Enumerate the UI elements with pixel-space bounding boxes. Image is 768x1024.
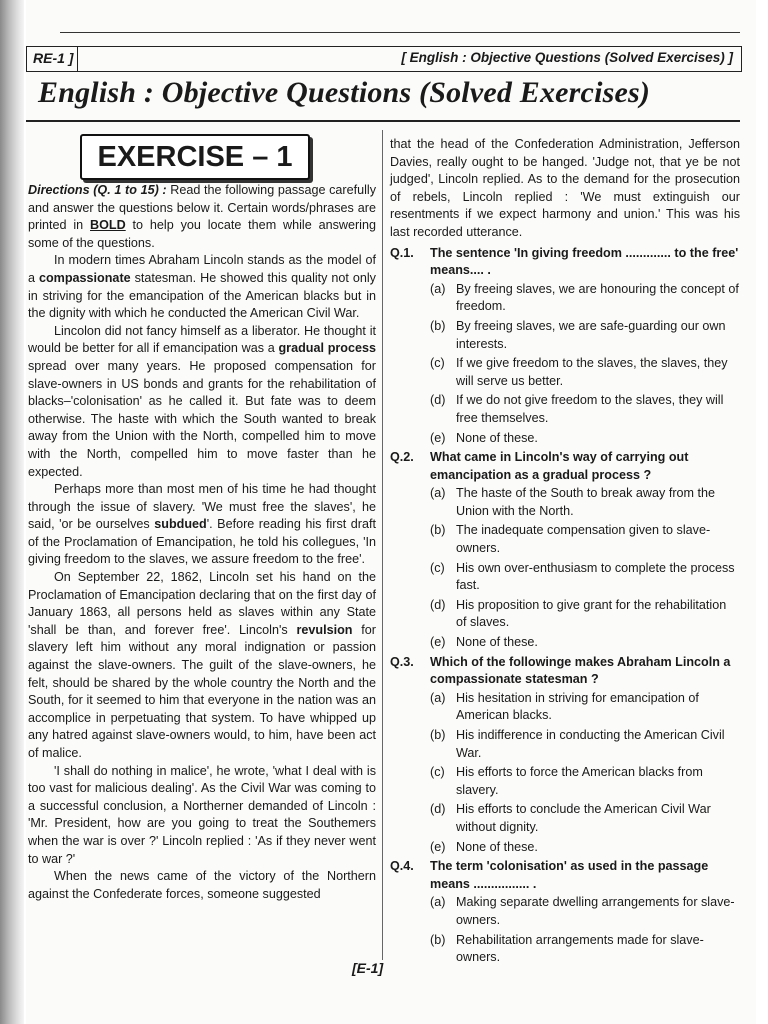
passage-paragraph-1 <box>28 252 376 322</box>
option-text: Making separate dwelling arrangements for slave-owners. <box>456 895 735 927</box>
title-rule <box>26 120 740 122</box>
option-text: His hesitation in striving for emancipation of American blacks. <box>456 690 699 723</box>
text-run: Lincolon did not fancy himself as a liberator. He thought it would be better for all if emancipation was a <box>28 323 376 356</box>
passage-paragraph-2 <box>28 323 376 481</box>
option-label: (b) <box>430 523 446 538</box>
answer-option <box>390 801 740 836</box>
text-run: In modern times Abraham Lincoln stands as the model of a <box>28 253 376 285</box>
question-number: Q.1. <box>390 245 414 260</box>
option-label: (a) <box>430 486 446 501</box>
option-label: (b) <box>430 728 446 742</box>
question-stem <box>390 245 740 280</box>
text-run: statesman. He showed this quality not only in striving for the emancipation of the American blacks but in the dignity with which he conducted the American Civil War. <box>28 270 376 321</box>
option-text: His efforts to force the American blacks from slavery. <box>456 765 703 797</box>
book-spine-shadow <box>0 0 24 1024</box>
running-header <box>26 46 742 72</box>
question-text: Which of the followinge makes Abraham Lincoln a compassionate statesman ? <box>430 654 731 687</box>
answer-option <box>390 727 740 762</box>
header-divider <box>77 47 78 71</box>
bold-word: gradual process <box>278 341 376 356</box>
passage-paragraph-6: When the news came of the victory of the Northern against the Confederate forces, someone suggested <box>28 869 376 901</box>
text-run: '. Before reading his first draft of the Proclamation of Emancipation, he told his collegues, 'In giving freedom to the slaves, we assure freedom to the free'. <box>28 517 376 567</box>
question-stem <box>390 654 740 689</box>
answer-option <box>390 318 740 353</box>
passage-paragraph-3 <box>28 481 376 569</box>
option-label: (e) <box>430 430 446 445</box>
passage-paragraph-4 <box>28 569 376 763</box>
column-divider <box>382 130 383 960</box>
option-label: (d) <box>430 597 446 612</box>
option-label: (c) <box>430 765 445 780</box>
option-label: (d) <box>430 393 446 408</box>
option-text: By freeing slaves, we are honouring the concept of freedom. <box>456 281 739 314</box>
question-list <box>390 245 740 967</box>
page-code: RE-1 ] <box>33 50 74 66</box>
option-text: His proposition to give grant for the rehabilitation of slaves. <box>456 597 727 630</box>
answer-option <box>390 932 740 967</box>
running-header-title: [ English : Objective Questions (Solved Exercises) ] <box>401 50 733 65</box>
option-text: The haste of the South to break away from the Union with the North. <box>456 486 716 518</box>
answer-option <box>390 690 740 725</box>
option-text: His efforts to conclude the American Civil War without dignity. <box>456 802 711 834</box>
option-text: If we give freedom to the slaves, the slaves, they will serve us better. <box>456 356 728 388</box>
option-text: His own over-enthusiasm to complete the process fast. <box>456 560 735 593</box>
question-1 <box>390 245 740 448</box>
question-stem <box>390 449 740 484</box>
answer-option <box>390 485 740 520</box>
directions-label: Directions (Q. 1 to 15) : <box>28 183 167 197</box>
answer-option <box>390 764 740 799</box>
bold-word: subdued <box>154 517 207 532</box>
answer-option <box>390 430 740 448</box>
question-text: The term 'colonisation' as used in the passage means ................ . <box>430 859 709 891</box>
answer-option <box>390 522 740 557</box>
text-run: Perhaps more than most men of his time he had thought through the issue of slavery. 'We must free the slaves', he said, 'or be ourselves <box>28 482 376 532</box>
option-label: (c) <box>430 560 445 575</box>
option-label: (a) <box>430 895 446 910</box>
directions-bold-word: BOLD <box>90 218 126 233</box>
bold-word: revulsion <box>296 622 353 637</box>
option-label: (a) <box>430 690 446 705</box>
answer-option <box>390 392 740 427</box>
option-text: If we do not give freedom to the slaves, they will free themselves. <box>456 393 724 425</box>
option-text: Rehabilitation arrangements made for slave-owners. <box>456 932 704 965</box>
question-number: Q.3. <box>390 654 414 669</box>
right-column <box>390 136 740 969</box>
text-run: spread over many years. He proposed compensation for slave-owners in US bonds and grants for the rehabilitation of blacks–'colonisation' as he called it. But fate was to deem otherwise. The haste with which the South wanted to break away from the Union with the North, compelled him to move with the North, compelled him to move faster than he expected. <box>28 358 376 479</box>
option-label: (b) <box>430 318 446 333</box>
text-run: for slavery left him without any moral indignation or passion against the slave-owners. The guilt of the slave-owners, he felt, should be shared by the whole country the North and the South, for it seemed to him that everyone in the nation was an accomplice in perpetuating that system. To have whipped up any hatred against slave-owners would, to him, have been act of malice. <box>28 622 376 760</box>
page-footer: [E-1] <box>352 960 384 976</box>
exercise-heading: EXERCISE – 1 <box>80 134 310 180</box>
question-3 <box>390 654 740 857</box>
option-label: (c) <box>430 356 445 371</box>
option-text: None of these. <box>456 635 538 650</box>
text-run: On September 22, 1862, Lincoln set his hand on the Proclamation of Emancipation declaring that on the first day of January 1863, all persons held as slaves within any State 'shall be than, and forever free'. Lincoln's <box>28 570 376 637</box>
option-text: His indifference in conducting the American Civil War. <box>456 728 725 760</box>
top-rule <box>60 32 740 33</box>
question-4 <box>390 858 740 967</box>
option-text: None of these. <box>456 430 538 445</box>
question-text: The sentence 'In giving freedom ............. to the free' means.... . <box>430 245 739 278</box>
option-text: The inadequate compensation given to slave-owners. <box>456 523 711 556</box>
directions <box>28 182 376 252</box>
passage-continuation: that the head of the Confederation Administration, Jefferson Davies, really ought to be hanged. 'Judge not, that ye be not judged', Lincoln replied. As to the demand for the prosecution of rebels, Lincoln replied : 'We must extinguish our resentments if we expect harmony and union.' This was his last recorded utterance. <box>390 137 740 239</box>
answer-option <box>390 894 740 929</box>
directions-text-2: to help you locate them while answering some of the questions. <box>28 218 376 250</box>
answer-option <box>390 355 740 390</box>
answer-option <box>390 634 740 652</box>
answer-option <box>390 839 740 857</box>
answer-option <box>390 560 740 595</box>
option-text: By freeing slaves, we are safe-guarding our own interests. <box>456 318 726 351</box>
directions-text-1: Read the following passage carefully and answer the questions below it. Certain words/phrases are printed in <box>28 183 377 233</box>
left-column <box>28 182 376 903</box>
option-label: (e) <box>430 635 446 650</box>
option-label: (a) <box>430 281 446 296</box>
passage-paragraph-5: 'I shall do nothing in malice', he wrote, 'what I deal with is too vast for malicious dealing'. As the Civil War was coming to a successful conclusion, a Northerner demanded of Lincoln : 'Mr. President, how are you going to treat the Southemers when the war is over ?' Lincoln replied : 'As if they never went to war ?' <box>28 763 376 866</box>
question-text: What came in Lincoln's way of carrying out emancipation as a gradual process ? <box>430 450 689 482</box>
question-stem <box>390 858 740 893</box>
question-number: Q.2. <box>390 450 414 465</box>
question-2 <box>390 449 740 652</box>
option-text: None of these. <box>456 839 538 854</box>
option-label: (e) <box>430 839 446 854</box>
answer-option <box>390 597 740 632</box>
bold-word: compassionate <box>38 270 131 285</box>
answer-option <box>390 281 740 316</box>
option-label: (b) <box>430 932 446 947</box>
question-number: Q.4. <box>390 859 414 874</box>
option-label: (d) <box>430 802 446 817</box>
page-title: English : Objective Questions (Solved Exercises) <box>38 76 651 109</box>
